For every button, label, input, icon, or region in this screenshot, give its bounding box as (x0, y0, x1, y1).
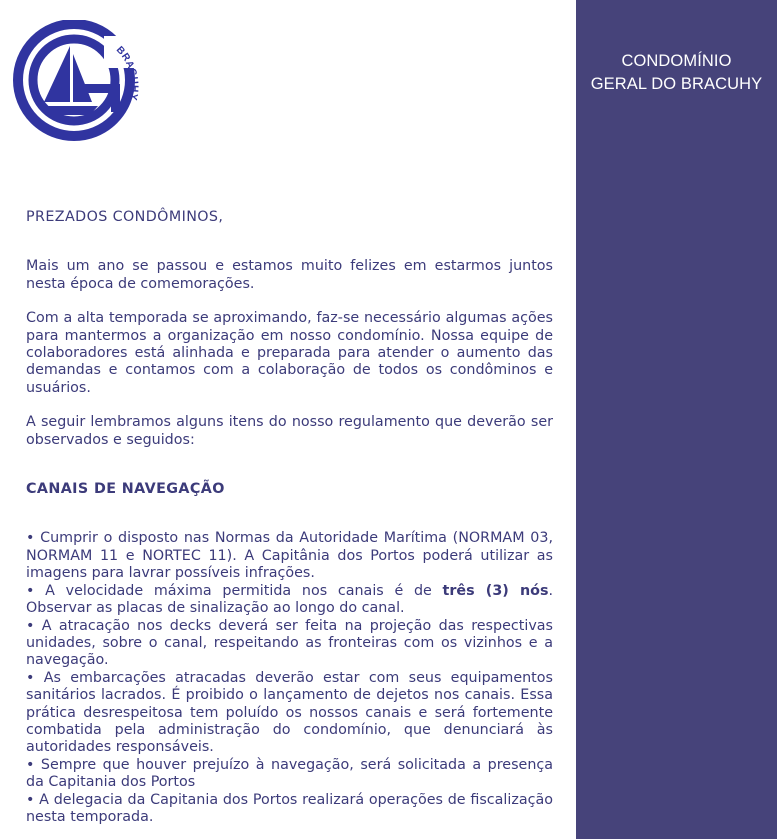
list-item-speed (26, 583, 553, 618)
speed-text-after: . Observar as placas de sinalização ao longo do canal. (26, 582, 553, 617)
logo-text: BRACUHY (113, 44, 140, 102)
paragraph-intro: Mais um ano se passou e estamos muito felizes em estarmos juntos nesta época de comemorações. (26, 258, 553, 292)
paragraph-season: Com a alta temporada se aproximando, faz-se necessário algumas ações para mantermos a organização em nosso condomínio. Nossa equipe de colaboradores está alinhada e preparada para atender o aumento das demandas e contamos com a colaboração de todos os condôminos e usuários. (26, 310, 553, 396)
list-item-docking: • A atracação nos decks deverá ser feita na projeção das respectivas unidades, sobre o canal, respeitando as fronteiras com os vizinhos e a navegação. (26, 617, 553, 669)
sidebar-title (576, 50, 777, 96)
sidebar-title-line-1: CONDOMÍNIO (621, 52, 732, 70)
sailboat-logo-icon (12, 20, 142, 145)
list-item-sanitary: • As embarcações atracadas deverão estar com seus equipamentos sanitários lacrados. É proibido o lançamento de dejetos nos canais. Essa prática desrespeitosa tem poluído os nossos canais e será fortemente combatida pela administração do condomínio, que denunciará às autoridades responsáveis. (26, 669, 553, 756)
condominium-logo (12, 20, 142, 145)
section-title: CANAIS DE NAVEGAÇÃO (26, 481, 225, 498)
speed-limit-value: três (3) nós (442, 582, 549, 599)
paragraph-regulation: A seguir lembramos alguns itens do nosso regulamento que deverão ser observados e seguidos: (26, 414, 553, 448)
speed-text-before: • A velocidade máxima permitida nos canais é de (26, 582, 443, 599)
letter-body (26, 209, 553, 826)
sidebar-panel (576, 0, 777, 839)
sidebar-title-line-2: GERAL DO BRACUHY (590, 75, 763, 93)
list-item-navigation: • Sempre que houver prejuízo à navegação, será solicitada a presença da Capitania dos Portos (26, 756, 553, 791)
salutation: PREZADOS CONDÔMINOS, (26, 209, 224, 225)
list-item-normam: • Cumprir o disposto nas Normas da Autoridade Marítima (NORMAM 03, NORMAM 11 e NORTEC 11). A Capitânia dos Portos poderá utilizar as imagens para lavrar possíveis infrações. (26, 530, 553, 582)
list-item-inspection: • A delegacia da Capitania dos Portos realizará operações de fiscalização nesta temporada. (26, 791, 553, 825)
